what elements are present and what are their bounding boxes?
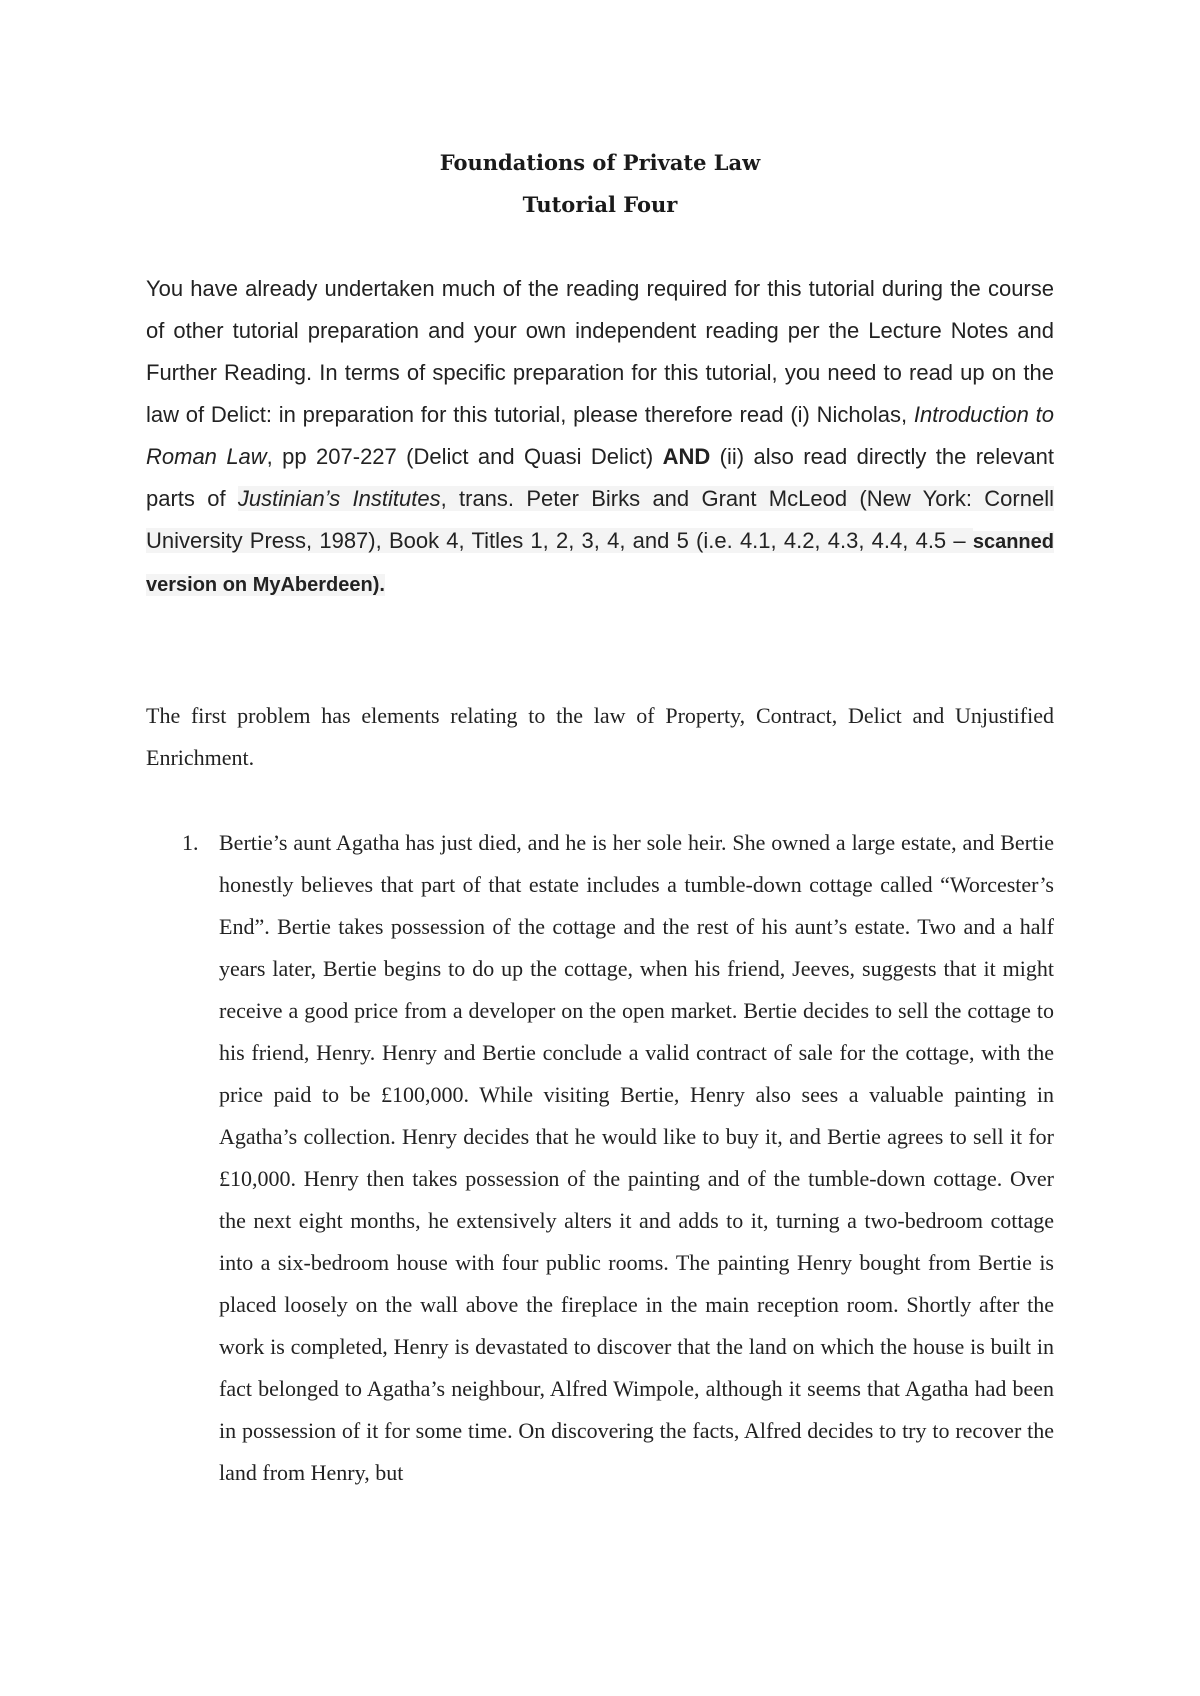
book-title-nicholas: Introduction to Roman Law xyxy=(146,402,1054,469)
and-emphasis: AND xyxy=(662,444,711,469)
document-header xyxy=(0,142,1200,226)
intro-paragraph xyxy=(146,268,1054,606)
intro-text-5: scanned version on MyAberdeen). xyxy=(146,531,1054,596)
problem-overview-paragraph: The first problem has elements relating to the law of Property, Contract, Delict and Unjustified Enrichment. xyxy=(146,703,1054,770)
problem-text: Bertie’s aunt Agatha has just died, and he is her sole heir. She owned a large estate, and Bertie honestly believes that part of that estate includes a tumble-down cottage called “Worcester’s End”. Bertie takes possession of the cottage and the rest of his aunt’s estate. Two and a half years later, Bertie begins to do up the cottage, when his friend, Jeeves, suggests that it might receive a good price from a developer on the open market. Bertie decides to sell the cottage to his friend, Henry. Henry and Bertie conclude a valid contract of sale for the cottage, with the price paid to be £100,000. While visiting Bertie, Henry also sees a valuable painting in Agatha’s collection. Henry decides that he would like to buy it, and Bertie agrees to sell it for £10,000. Henry then takes possession of the painting and of the tumble-down cottage. Over the next eight months, he extensively alters it and adds to it, turning a two-bedroom cottage into a six-bedroom house with four public rooms. The painting Henry bought from Bertie is placed loosely on the wall above the fireplace in the main reception room. Shortly after the work is completed, Henry is devastated to discover that the land on which the house is built in fact belonged to Agatha’s neighbour, Alfred Wimpole, although it seems that Agatha had been in possession of it for some time. On discovering the facts, Alfred decides to try to recover the land from Henry, but xyxy=(219,830,1054,1485)
book-title-justinian: Justinian’s Institutes xyxy=(237,486,441,511)
intro-text-2: , pp 207-227 (Delict and Quasi Delict) xyxy=(266,444,663,469)
problem-number: 1. xyxy=(182,830,199,855)
intro-text-4: , trans. Peter Birks and Grant McLeod (New York: Cornell University Press, 1987), Book 4, Titles 1, 2, 3, 4, and 5 (i.e. 4.1, 4.2, 4.3, 4.4, 4.5 – xyxy=(146,486,1054,553)
intro-text-3: (ii) also read directly the relevant parts of xyxy=(146,444,1054,511)
document-title: Foundations of Private Law xyxy=(439,150,761,175)
intro-text-1: You have already undertaken much of the reading required for this tutorial during the course of other tutorial preparation and your own independent reading per the Lecture Notes and Further Reading. In terms of specific preparation for this tutorial, you need to read up on the law of Delict: in preparation for this tutorial, please therefore read (i) Nicholas, xyxy=(146,276,1054,427)
problem-item xyxy=(146,822,1054,1494)
document-subtitle: Tutorial Four xyxy=(522,192,678,217)
